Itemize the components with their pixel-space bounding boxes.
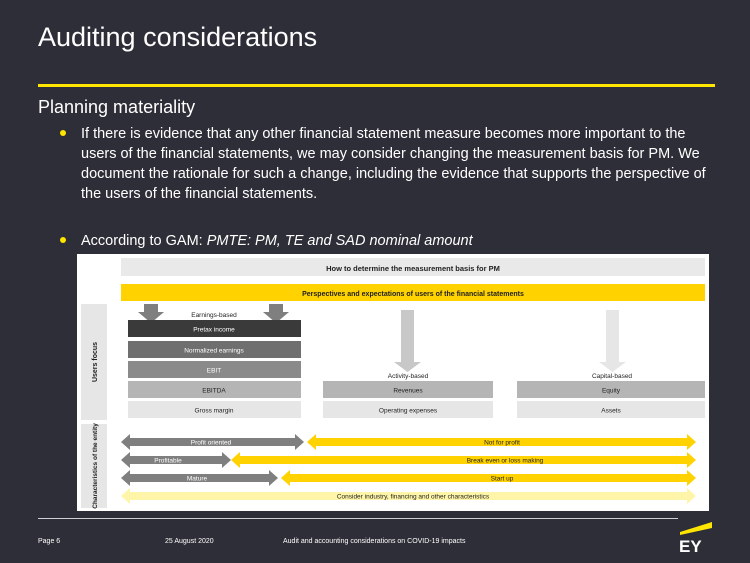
title-underline	[38, 84, 715, 87]
characteristic-left-label: Profitable	[154, 457, 182, 465]
diagram-canvas	[77, 254, 709, 511]
footer-rule	[38, 518, 678, 519]
measurement-basis-diagram	[77, 254, 709, 511]
footer-page: Page 6	[38, 538, 61, 545]
bullet-text-emphasis: PMTE: PM, TE and SAD nominal amount	[206, 233, 473, 249]
bullet-item	[60, 231, 710, 251]
bullet-dot-icon	[60, 130, 66, 136]
slide-subtitle: Planning materiality	[38, 97, 196, 117]
bullet-item	[60, 124, 710, 204]
metric-label: EBITDA	[202, 387, 226, 395]
ey-logo-icon	[678, 520, 714, 554]
consider-label: Consider industry, financing and other characteristics	[336, 493, 490, 501]
bullet-dot-icon	[60, 237, 66, 243]
capital-based-label: Capital-based	[591, 373, 633, 380]
characteristic-right-label: Start up	[490, 475, 514, 483]
slide-title: Auditing considerations	[38, 22, 318, 52]
metric-label: Assets	[601, 407, 621, 415]
metric-label: Revenues	[393, 387, 423, 395]
metric-label: Equity	[601, 387, 621, 395]
earnings-based-label: Earnings-based	[191, 312, 237, 319]
metric-label: Pretax income	[193, 326, 235, 334]
footer-doc-title: Audit and accounting considerations on COVID-19 impacts	[283, 538, 466, 545]
capital-arrow-icon	[599, 310, 626, 372]
characteristic-left-label: Profit oriented	[190, 439, 232, 447]
bullet-text: If there is evidence that any other financial statement measure becomes more important to the users of the financial statements, we may consider changing the measurement basis for PM. We document the rationale for such a change, including the evidence that supports the perspective of the users of the financial statements.	[81, 126, 706, 202]
metric-label: Normalized earnings	[184, 347, 244, 355]
bullet-text-prefix: According to GAM:	[81, 233, 207, 249]
characteristic-right-label: Not for profit	[484, 439, 520, 447]
users-focus-label: Users focus	[92, 341, 99, 383]
activity-based-label: Activity-based	[387, 373, 429, 380]
ey-logo-text: EY	[679, 537, 702, 554]
characteristic-right-label: Break even or loss making	[466, 457, 544, 465]
diagram-header: How to determine the measurement basis for PM	[326, 264, 500, 273]
start-up-arrow	[281, 470, 696, 486]
metric-label: Operating expenses	[378, 407, 438, 415]
metric-label: EBIT	[206, 367, 222, 375]
ey-logo-beam	[680, 522, 712, 535]
activity-arrow-icon	[394, 310, 421, 372]
perspective-bar-label: Perspectives and expectations of users of the financial statements	[302, 291, 524, 298]
characteristics-label: Characteristics of the entity	[92, 423, 99, 509]
break-even-arrow	[231, 452, 696, 468]
footer-date: 25 August 2020	[165, 538, 214, 545]
characteristic-left-label: Mature	[186, 475, 208, 483]
metric-label: Gross margin	[194, 407, 234, 415]
